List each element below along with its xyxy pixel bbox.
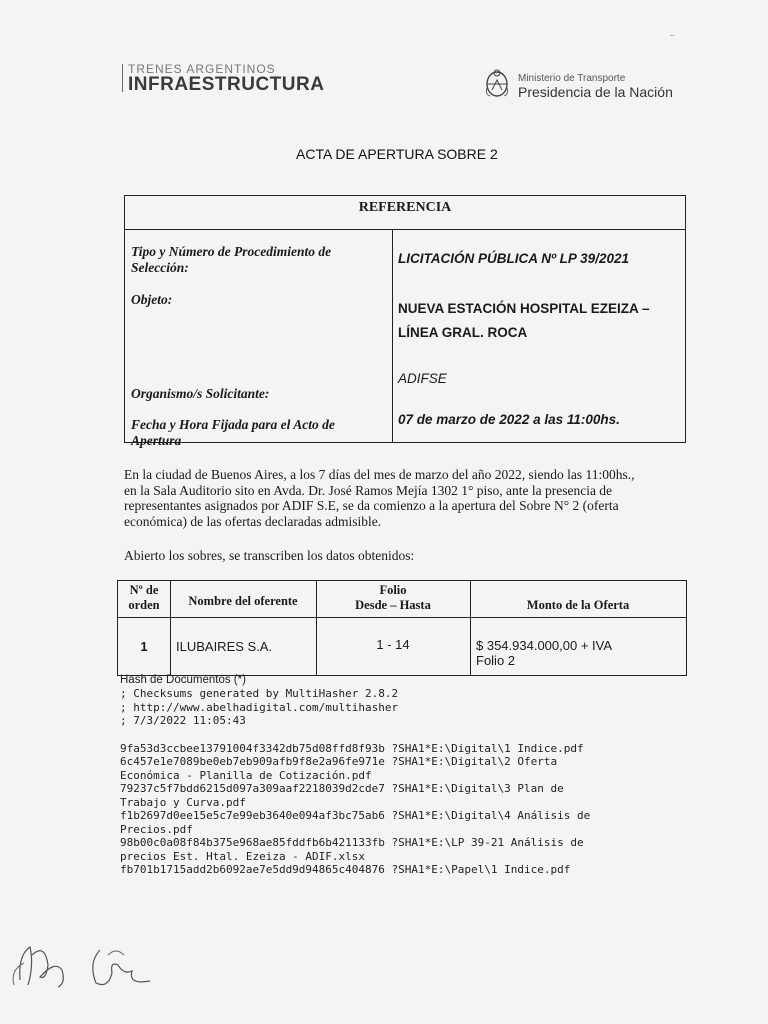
row-oferente: ILUBAIRES S.A. — [176, 639, 273, 654]
ministry-small-text: Ministerio de Transporte — [518, 73, 626, 84]
paragraph-line: en la Sala Auditorio sito en Avda. Dr. José Ramos Mejía 1302 1° piso, ante la presencia de — [124, 482, 613, 498]
argentina-coat-of-arms-icon — [484, 68, 510, 98]
hash-line: ; 7/3/2022 11:05:43 — [120, 714, 246, 727]
hash-line: 6c457e1e7089be0eb7eb909afb9f8e2a96fe971e ?SHA1*E:\Digital\2 Oferta — [120, 755, 558, 768]
hash-line: ; Checksums generated by MultiHasher 2.8.2 — [120, 687, 399, 700]
hash-line: 98b00c0a08f84b375e968ae85fddfb6b421133fb ?SHA1*E:\LP 39-21 Análisis de — [120, 836, 584, 849]
reference-heading: REFERENCIA — [125, 196, 685, 230]
row-folio: 1 - 14 — [376, 637, 410, 652]
header-orden — [118, 583, 170, 613]
hash-line: ; http://www.abelhadigital.com/multihasher — [120, 700, 399, 714]
hash-line: fb701b1715add2b6092ae7e5dd9d94865c404876 ?SHA1*E:\Papel\1 Indice.pdf — [120, 863, 571, 876]
label-fecha-line1: Fecha y Hora Fijada para el Acto de — [131, 417, 335, 432]
label-organismo: Organismo/s Solicitante: — [131, 386, 270, 401]
value-objeto-line2: LÍNEA GRAL. ROCA — [398, 325, 528, 340]
handwritten-signature — [0, 925, 200, 1005]
value-tipo-procedimiento: LICITACIÓN PÚBLICA Nº LP 39/2021 — [398, 251, 629, 266]
header-orden-line1: Nº de — [129, 583, 159, 597]
ministry-big-text: Presidencia de la Nación — [518, 84, 673, 100]
paragraph-line: económica) de las ofertas declaradas admisible. — [124, 513, 382, 529]
body-paragraph-2: Abierto los sobres, se transcriben los datos obtenidos: — [124, 548, 415, 563]
reference-divider — [392, 230, 393, 443]
row-monto-line1: $ 354.934.000,00 + IVA — [476, 638, 613, 653]
row-orden: 1 — [140, 639, 148, 654]
header-folio — [316, 583, 470, 613]
header-folio-line1: Folio — [379, 583, 407, 597]
value-organismo: ADIFSE — [398, 371, 447, 386]
hash-label: Hash de Documentos (*) — [120, 674, 246, 686]
hash-line: Precios.pdf — [120, 822, 193, 836]
label-fecha-hora — [131, 417, 381, 449]
label-objeto: Objeto: — [131, 292, 173, 307]
document-title: ACTA DE APERTURA SOBRE 2 — [296, 146, 498, 162]
body-paragraph — [124, 467, 686, 529]
hash-line: f1b2697d0ee15e5c7e99eb3640e094af3bc75ab6 ?SHA1*E:\Digital\4 Análisis de — [120, 809, 591, 822]
row-divider — [118, 617, 686, 618]
hash-line — [120, 728, 720, 742]
row-monto-line2: Folio 2 — [476, 653, 516, 668]
label-tipo-procedimiento — [131, 244, 381, 276]
header-folio-line2: Desde – Hasta — [355, 598, 431, 612]
value-objeto-line1: NUEVA ESTACIÓN HOSPITAL EZEIZA – — [398, 301, 650, 316]
header-monto: Monto de la Oferta — [526, 598, 630, 612]
hash-line: 9fa53d3ccbee13791004f3342db75d08ffd8f93b ?SHA1*E:\Digital\1 Indice.pdf — [120, 741, 584, 755]
hash-line: 79237c5f7bdd6215d097a309aaf2218039d2cde7 ?SHA1*E:\Digital\3 Plan de — [120, 782, 564, 795]
paragraph-line: En la ciudad de Buenos Aires, a los 7 días del mes de marzo del año 2022, siendo las 11:00hs., — [124, 467, 635, 482]
header-oferente: Nombre del oferente — [188, 594, 298, 608]
hash-line: Económica - Planilla de Cotización.pdf — [120, 768, 372, 782]
row-monto — [476, 638, 686, 668]
hash-line: Trabajo y Curva.pdf — [120, 795, 246, 809]
col-divider — [470, 581, 471, 675]
hash-block — [120, 674, 720, 877]
brand-small-text: TRENES ARGENTINOS — [128, 62, 276, 76]
label-fecha-line2: Apertura — [131, 433, 182, 448]
value-fecha-hora: 07 de marzo de 2022 a las 11:00hs. — [398, 412, 620, 427]
paragraph-line: representantes asignados por ADIF S.E, se da comienzo a la apertura del Sobre N° 2 (oferta — [124, 498, 619, 513]
reference-table — [124, 195, 686, 448]
label-tipo-line2: Selección: — [131, 260, 189, 275]
header-orden-line2: orden — [128, 598, 160, 612]
brand-big-text: INFRAESTRUCTURA — [128, 74, 325, 95]
corner-mark: .. — [670, 28, 675, 38]
logo-bar — [122, 64, 123, 92]
hash-line: precios Est. Htal. Ezeiza - ADIF.xlsx — [120, 849, 366, 863]
value-objeto — [398, 297, 683, 345]
offers-table — [117, 580, 687, 676]
label-tipo-line1: Tipo y Número de Procedimiento de — [131, 244, 332, 259]
